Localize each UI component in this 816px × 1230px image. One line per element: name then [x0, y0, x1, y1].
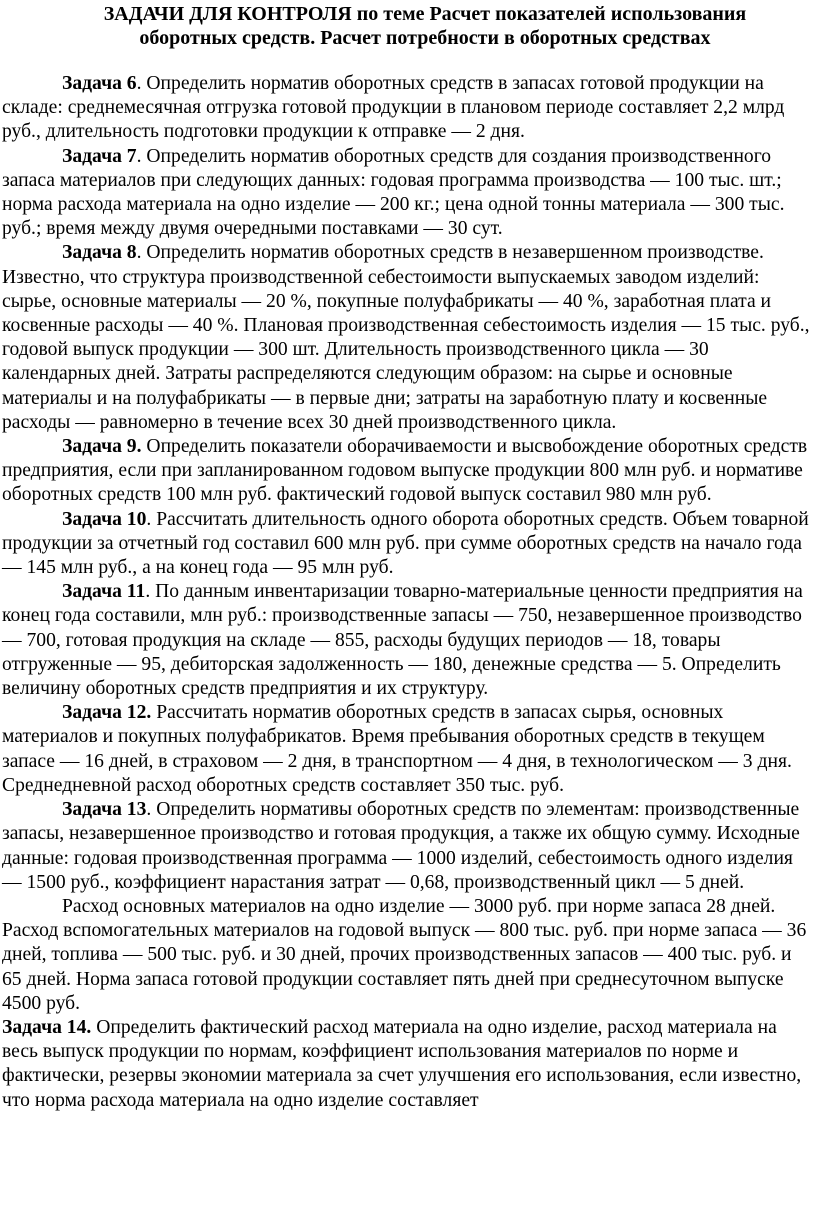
- task-11: [2, 580, 812, 701]
- task-9: [2, 435, 812, 508]
- task-9-label: Задача 9.: [62, 436, 142, 458]
- title-line-2: оборотных средств. Расчет потребности в оборотных средствах: [139, 27, 711, 49]
- task-10: [2, 508, 812, 581]
- task-12: [2, 701, 812, 798]
- task-8: [2, 241, 812, 435]
- task-13-text: . Определить нормативы оборотных средств по элементам: производственные запасы, незавершенное производство и готовая продукция, а также их общую сумму. Исходные данные: годовая производственная программа — 1000 изделий, себестоимость одного изделия — 1500 руб., коэффициент нарастания затрат — 0,68, производственный цикл — 5 дней.: [2, 799, 800, 893]
- task-10-label: Задача 10: [62, 508, 147, 530]
- task-8-label: Задача 8: [62, 242, 137, 264]
- task-6-text: . Определить норматив оборотных средств в запасах готовой продукции на складе: среднемесячная отгрузка готовой продукции в плановом периоде составляет 2,2 млрд руб., длительность подготовки продукции к отправке — 2 дня.: [2, 73, 785, 143]
- task-12-text: Рассчитать норматив оборотных средств в запасах сырья, основных материалов и покупных полуфабрикатов. Время пребывания оборотных средств в текущем запасе — 16 дней, в страховом — 2 дня, в транспортном — 4 дня, в технологическом — 3 дня. Среднедневной расход оборотных средств составляет 350 тыс. руб.: [2, 702, 792, 796]
- task-12-label: Задача 12.: [62, 702, 152, 724]
- task-7-text: . Определить норматив оборотных средств для создания производственного запаса материалов при следующих данных: годовая программа производства — 100 тыс. шт.; норма расхода материала на одно изделие — 200 кг.; цена одной тонны материала — 300 тыс. руб.; время между двумя очередными поставками — 30 сут.: [2, 145, 785, 240]
- task-6-label: Задача 6: [62, 73, 137, 94]
- task-9-text: Определить показатели оборачиваемости и высвобождение оборотных средств предприятия, если при запланированном годовом выпуске продукции 800 млн руб. и нормативе оборотных средств 100 млн руб. фактический годовой выпуск составил 980 млн руб.: [2, 436, 808, 506]
- document-body: [2, 72, 812, 1113]
- task-6: [2, 72, 812, 145]
- task-11-text: . По данным инвентаризации товарно-материальные ценности предприятия на конец года составили, млн руб.: производственные запасы — 750, незавершенное производство — 700, готовая продукция на складе — 855, расходы будущих периодов — 18, товары отгруженные — 95, дебиторская задолженность — 180, денежные средства — 5. Определить величину оборотных средств предприятия и их структуру.: [2, 581, 803, 700]
- task-7: [2, 145, 812, 242]
- task-14-label: Задача 14.: [2, 1016, 92, 1038]
- task-13-continuation: Расход основных материалов на одно изделие — 3000 руб. при норме запаса 28 дней. Расход вспомогательных материалов на годовой выпуск — 800 тыс. руб. при норме запаса — 36 дней, топлива — 500 тыс. руб. и 30 дней, прочих производственных запасов — 400 тыс. руб. и 65 дней. Норма запаса готовой продукции составляет пять дней при среднесуточном выпуске 4500 руб.: [2, 895, 807, 1014]
- task-10-text: . Рассчитать длительность одного оборота оборотных средств. Объем товарной продукции за отчетный год составил 600 млн руб. при сумме оборотных средств на начало года — 145 млн руб., а на конец года — 95 млн руб.: [2, 508, 809, 579]
- task-7-label: Задача 7: [62, 145, 137, 167]
- task-14-text: Определить фактический расход материала на одно изделие, расход материала на весь выпуск продукции по нормам, коэффициент использования материалов по норме и фактически, резервы экономии материала за счет улучшения его использования, если известно, что норма расхода материала на одно изделие составляет: [2, 1016, 802, 1111]
- task-8-text: . Определить норматив оборотных средств в незавершенном производстве. Известно, что структура производственной себестоимости выпускаемых заводом изделий: сырье, основные материалы — 20 %, покупные полуфабрикаты — 40 %, заработная плата и косвенные расходы — 40 %. Плановая производственная себестоимость изделия — 15 тыс. руб., годовой выпуск продукции — 300 шт. Длительность производственного цикла — 30 календарных дней. Затраты распределяются следующим образом: на сырье и основные материалы и на полуфабрикаты — в первые дни; затраты на заработную плату и косвенные расходы — равномерно в течение всех 30 дней производственного цикла.: [2, 242, 810, 433]
- page-title: [2, 2, 812, 50]
- task-13-label: Задача 13: [62, 799, 147, 821]
- task-11-label: Задача 11: [62, 581, 146, 603]
- task-13: [2, 798, 812, 895]
- title-line-1: ЗАДАЧИ ДЛЯ КОНТРОЛЯ по теме Расчет показателей использования: [103, 3, 747, 25]
- task-14: [2, 1016, 812, 1113]
